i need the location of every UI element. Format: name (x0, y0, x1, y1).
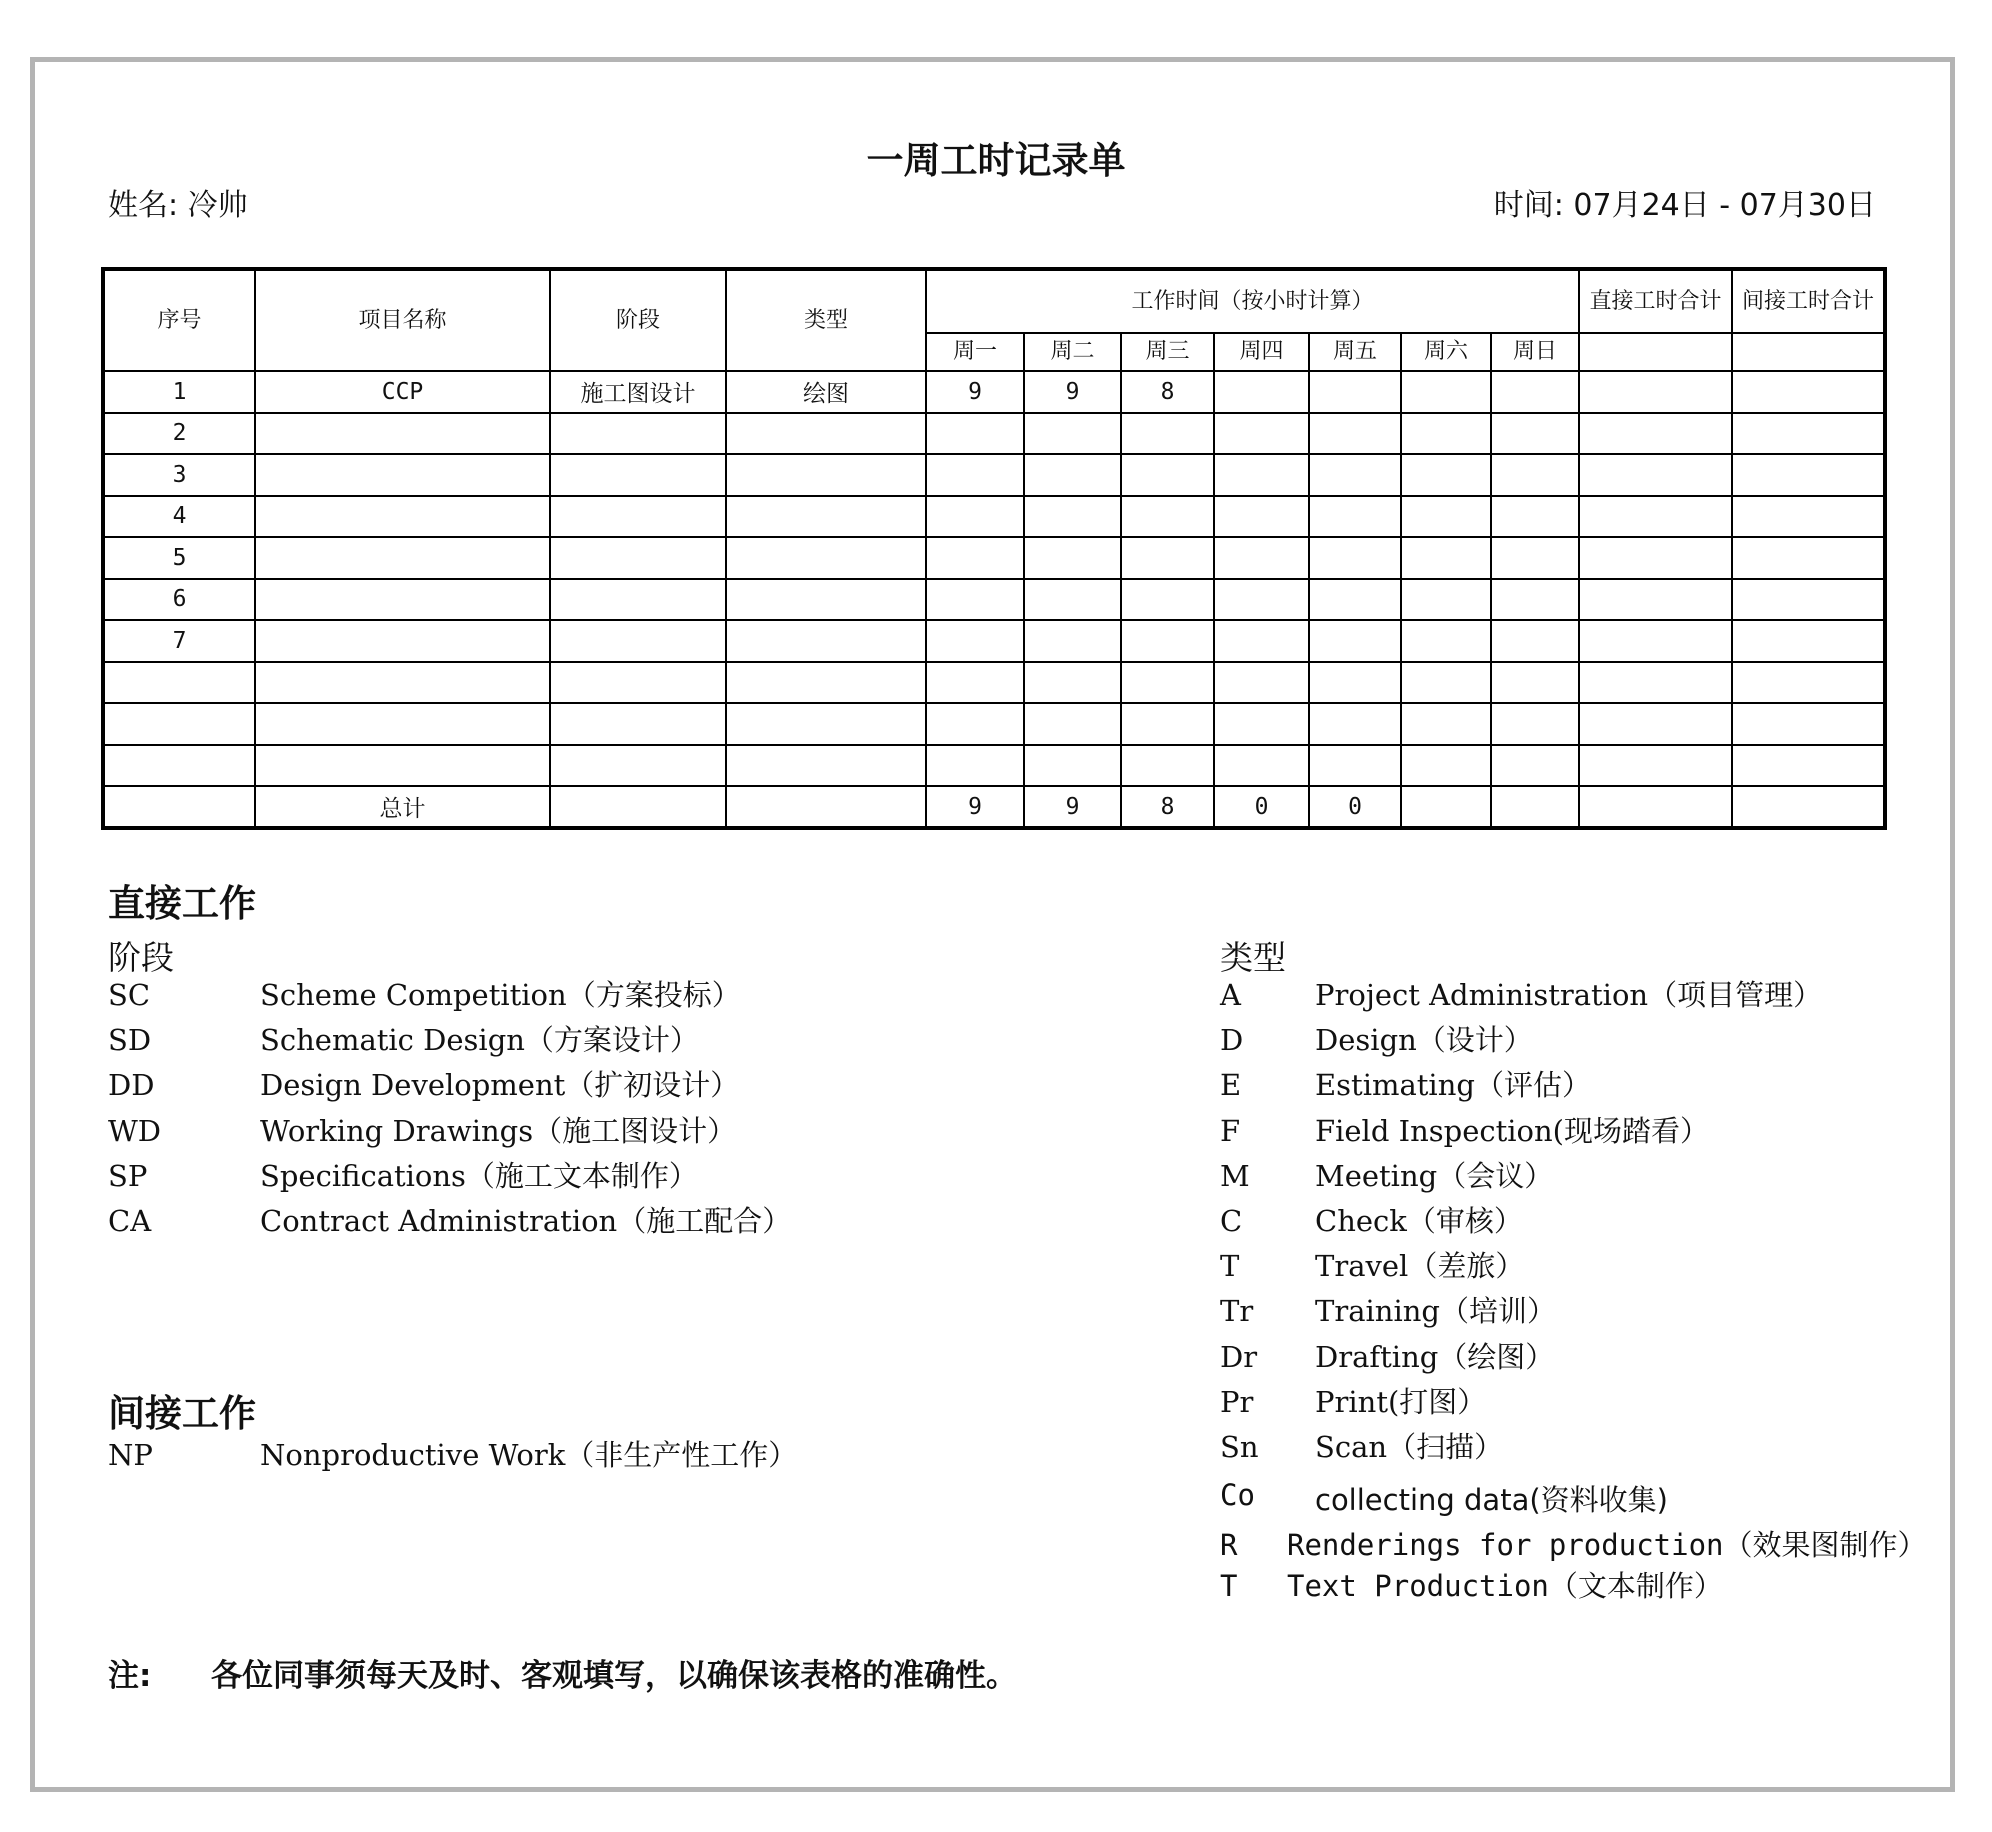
cell-stage (550, 745, 726, 787)
cell-day-hours (1491, 454, 1579, 496)
list-item (1220, 1018, 1940, 1063)
header-day: 周三 (1121, 333, 1214, 371)
indirect-work-heading: 间接工作 (108, 1392, 256, 1435)
header-day: 周五 (1309, 333, 1401, 371)
cell-type (726, 537, 926, 579)
cell-direct-total (1579, 786, 1732, 828)
cell-indirect-total (1732, 496, 1885, 538)
cell-day-hours (1401, 496, 1491, 538)
note-text: 各位同事须每天及时、客观填写，以确保该表格的准确性。 (211, 1658, 1017, 1694)
cell-day-hours (926, 579, 1024, 621)
type-code: E (1220, 1068, 1242, 1103)
stage-heading: 阶段 (108, 938, 174, 977)
cell-day-hours (1401, 662, 1491, 704)
cell-day-hours (1401, 703, 1491, 745)
stage-code: SP (108, 1158, 148, 1193)
cell-day-hours (1214, 745, 1309, 787)
cell-stage (550, 662, 726, 704)
type-code: T (1220, 1569, 1238, 1603)
type-desc: Design（设计） (1315, 1023, 1533, 1058)
list-item (1220, 1335, 1940, 1380)
cell-day-hours (1121, 620, 1214, 662)
type-code: D (1220, 1023, 1244, 1058)
table-row (103, 620, 1885, 662)
cell-direct-total (1579, 371, 1732, 413)
type-desc: Project Administration（项目管理） (1315, 978, 1823, 1012)
header-type: 类型 (726, 269, 926, 371)
cell-day-hours (1309, 496, 1401, 538)
type-desc: Check（审核） (1315, 1203, 1523, 1238)
cell-indirect-total (1732, 620, 1885, 662)
cell-type (726, 620, 926, 662)
cell-day-hours: 8 (1121, 786, 1214, 828)
cell-day-hours (926, 620, 1024, 662)
table-row (103, 662, 1885, 704)
cell-day-hours (926, 496, 1024, 538)
list-item (108, 1018, 1008, 1063)
table-row (103, 703, 1885, 745)
page-title: 一周工时记录单 (866, 139, 1126, 182)
stage-desc: Contract Administration（施工配合） (260, 1203, 792, 1238)
cell-day-hours: 9 (1024, 371, 1121, 413)
type-code: M (1220, 1158, 1250, 1193)
total-row (103, 786, 1885, 828)
list-item (1220, 1199, 1940, 1244)
cell-indirect-total (1732, 745, 1885, 787)
cell-day-hours: 8 (1121, 371, 1214, 413)
cell-direct-total (1579, 413, 1732, 455)
cell-day-hours (1309, 413, 1401, 455)
cell-day-hours (1401, 620, 1491, 662)
list-item (1220, 1525, 1960, 1566)
cell-day-hours (1309, 620, 1401, 662)
cell-day-hours (1024, 620, 1121, 662)
cell-day-hours (1024, 496, 1121, 538)
cell-project (255, 745, 550, 787)
cell-day-hours (1491, 703, 1579, 745)
header-day: 周六 (1401, 333, 1491, 371)
table-row (103, 745, 1885, 787)
cell-type (726, 413, 926, 455)
cell-day-hours (1024, 745, 1121, 787)
list-item (108, 973, 1008, 1018)
cell-day-hours (1401, 579, 1491, 621)
cell-day-hours (1491, 371, 1579, 413)
type-desc: Renderings for production（效果图制作） (1287, 1528, 1927, 1562)
cell-seq: 5 (103, 537, 255, 579)
list-item (1220, 1289, 1940, 1334)
type-code: A (1220, 978, 1241, 1012)
cell-day-hours (1214, 620, 1309, 662)
cell-day-hours (926, 662, 1024, 704)
cell-day-hours (1309, 454, 1401, 496)
list-item (1220, 1063, 1940, 1108)
stage-desc: Schematic Design（方案设计） (260, 1023, 699, 1058)
type-desc: Travel（差旅） (1315, 1249, 1525, 1284)
cell-day-hours (1491, 745, 1579, 787)
cell-type (726, 496, 926, 538)
cell-day-hours (1121, 745, 1214, 787)
cell-day-hours (1024, 703, 1121, 745)
cell-day-hours (926, 454, 1024, 496)
type-code: C (1220, 1203, 1243, 1238)
list-item (108, 1433, 1008, 1478)
stage-desc: Scheme Competition（方案投标） (260, 978, 741, 1012)
cell-direct-total (1579, 620, 1732, 662)
stage-code: SD (108, 1023, 152, 1058)
cell-seq (103, 786, 255, 828)
cell-day-hours (1121, 454, 1214, 496)
cell-direct-total (1579, 537, 1732, 579)
cell-day-hours (1309, 703, 1401, 745)
type-code: Pr (1220, 1384, 1254, 1419)
cell-day-hours (1024, 537, 1121, 579)
cell-day-hours (1121, 579, 1214, 621)
cell-day-hours (1401, 745, 1491, 787)
cell-indirect-total (1732, 454, 1885, 496)
employee-name: 姓名: 冷帅 (108, 188, 248, 223)
cell-stage (550, 413, 726, 455)
list-item (1220, 1380, 1940, 1425)
list-item (108, 1109, 1008, 1154)
table-row (103, 537, 1885, 579)
cell-project (255, 662, 550, 704)
cell-day-hours (1491, 620, 1579, 662)
cell-day-hours (1024, 579, 1121, 621)
type-code: F (1220, 1113, 1241, 1148)
cell-seq (103, 703, 255, 745)
cell-indirect-total (1732, 786, 1885, 828)
cell-day-hours (1214, 413, 1309, 455)
cell-day-hours (926, 413, 1024, 455)
cell-direct-total (1579, 703, 1732, 745)
header-work-time: 工作时间（按小时计算） (926, 269, 1579, 333)
footer-note (108, 1650, 1017, 1695)
table-row (103, 496, 1885, 538)
cell-stage (550, 620, 726, 662)
stage-code: SC (108, 978, 151, 1012)
cell-day-hours (926, 703, 1024, 745)
list-item (1220, 1566, 1960, 1607)
cell-project (255, 413, 550, 455)
timesheet-body (103, 371, 1885, 828)
cell-day-hours (1214, 454, 1309, 496)
cell-indirect-total (1732, 371, 1885, 413)
header-indirect-total: 间接工时合计 (1732, 269, 1885, 333)
stage-desc: Working Drawings（施工图设计） (260, 1113, 737, 1148)
cell-direct-total (1579, 496, 1732, 538)
type-desc: Text Production（文本制作） (1287, 1569, 1723, 1603)
cell-day-hours: 0 (1309, 786, 1401, 828)
header-seq: 序号 (103, 269, 255, 371)
cell-day-hours (1401, 786, 1491, 828)
cell-day-hours: 9 (926, 371, 1024, 413)
cell-day-hours (1309, 745, 1401, 787)
list-item (1220, 1244, 1940, 1289)
type-desc: Meeting（会议） (1315, 1158, 1554, 1193)
cell-indirect-total (1732, 537, 1885, 579)
cell-day-hours: 9 (1024, 786, 1121, 828)
list-item (1220, 1154, 1940, 1199)
stage-code: CA (108, 1203, 152, 1238)
table-row (103, 579, 1885, 621)
cell-day-hours (1401, 413, 1491, 455)
cell-day-hours (1024, 413, 1121, 455)
cell-stage (550, 579, 726, 621)
header-day: 周日 (1491, 333, 1579, 371)
cell-day-hours (1024, 454, 1121, 496)
cell-day-hours (1491, 579, 1579, 621)
list-item (1220, 1109, 1940, 1154)
type-code-list (1220, 973, 1940, 1470)
cell-day-hours (1491, 413, 1579, 455)
type-desc: Print(打图） (1315, 1384, 1487, 1419)
timesheet-table (101, 267, 1887, 830)
cell-day-hours (1024, 662, 1121, 704)
date-range: 时间: 07月24日 - 07月30日 (1493, 188, 1876, 223)
stage-desc: Specifications（施工文本制作） (260, 1158, 698, 1193)
cell-project: CCP (255, 371, 550, 413)
header-project: 项目名称 (255, 269, 550, 371)
type-heading: 类型 (1220, 938, 1286, 977)
direct-work-heading: 直接工作 (108, 882, 256, 925)
cell-day-hours (1121, 537, 1214, 579)
cell-seq: 6 (103, 579, 255, 621)
cell-type (726, 579, 926, 621)
stage-code: DD (108, 1068, 155, 1103)
cell-day-hours: 9 (926, 786, 1024, 828)
cell-day-hours (1309, 662, 1401, 704)
cell-type: 绘图 (726, 371, 926, 413)
type-desc: Drafting（绘图） (1315, 1339, 1555, 1374)
list-item (1220, 1425, 1940, 1470)
cell-direct-total (1579, 662, 1732, 704)
table-row (103, 454, 1885, 496)
list-item (108, 1154, 1008, 1199)
cell-day-hours (1214, 371, 1309, 413)
cell-indirect-total (1732, 413, 1885, 455)
cell-project (255, 537, 550, 579)
type-code: T (1220, 1249, 1240, 1284)
cell-project (255, 496, 550, 538)
cell-project (255, 579, 550, 621)
cell-seq: 1 (103, 371, 255, 413)
note-label: 注: (108, 1658, 152, 1694)
cell-day-hours (1401, 371, 1491, 413)
table-row (103, 413, 1885, 455)
cell-day-hours (1491, 662, 1579, 704)
cell-day-hours (926, 537, 1024, 579)
type-code: Dr (1220, 1339, 1258, 1374)
cell-day-hours (1401, 537, 1491, 579)
header-direct-total: 直接工时合计 (1579, 269, 1732, 333)
type-code: Tr (1220, 1294, 1254, 1329)
cell-day-hours (1309, 537, 1401, 579)
cell-day-hours (1214, 662, 1309, 704)
header-day: 周二 (1024, 333, 1121, 371)
cell-day-hours (1121, 703, 1214, 745)
cell-day-hours (1309, 371, 1401, 413)
cell-stage (550, 703, 726, 745)
header-indirect-blank (1732, 333, 1885, 371)
indirect-code: NP (108, 1438, 153, 1472)
header-stage: 阶段 (550, 269, 726, 371)
cell-day-hours (926, 745, 1024, 787)
cell-seq: 2 (103, 413, 255, 455)
type-code: Co (1220, 1478, 1255, 1512)
cell-stage (550, 786, 726, 828)
cell-day-hours (1121, 662, 1214, 704)
list-item (1220, 973, 1940, 1018)
type-desc: Scan（扫描） (1315, 1429, 1504, 1464)
cell-day-hours (1491, 786, 1579, 828)
cell-day-hours (1214, 537, 1309, 579)
cell-project (255, 454, 550, 496)
type-desc: Training（培训） (1315, 1294, 1556, 1329)
cell-day-hours (1491, 496, 1579, 538)
type-code: R (1220, 1528, 1238, 1562)
cell-project: 总计 (255, 786, 550, 828)
type-desc: Field Inspection(现场踏看） (1315, 1113, 1709, 1148)
cell-indirect-total (1732, 579, 1885, 621)
cell-day-hours (1214, 496, 1309, 538)
cell-indirect-total (1732, 703, 1885, 745)
cell-indirect-total (1732, 662, 1885, 704)
cell-day-hours (1214, 579, 1309, 621)
cell-direct-total (1579, 454, 1732, 496)
type-desc: collecting data(资料收集) (1315, 1483, 1668, 1517)
cell-day-hours (1309, 579, 1401, 621)
cell-project (255, 620, 550, 662)
cell-day-hours: 0 (1214, 786, 1309, 828)
cell-stage: 施工图设计 (550, 371, 726, 413)
cell-seq: 7 (103, 620, 255, 662)
cell-seq (103, 745, 255, 787)
header-direct-blank (1579, 333, 1732, 371)
cell-day-hours (1121, 496, 1214, 538)
cell-type (726, 703, 926, 745)
type-desc: Estimating（评估） (1315, 1068, 1591, 1103)
cell-direct-total (1579, 745, 1732, 787)
cell-day-hours (1491, 537, 1579, 579)
cell-type (726, 786, 926, 828)
cell-day-hours (1121, 413, 1214, 455)
cell-type (726, 454, 926, 496)
type-mono-list (1220, 1525, 1960, 1607)
header-day: 周一 (926, 333, 1024, 371)
stage-code: WD (108, 1113, 162, 1148)
cell-seq (103, 662, 255, 704)
indirect-code-list (108, 1433, 1008, 1478)
stage-code-list (108, 973, 1008, 1244)
cell-type (726, 662, 926, 704)
cell-direct-total (1579, 579, 1732, 621)
cell-seq: 4 (103, 496, 255, 538)
header-day: 周四 (1214, 333, 1309, 371)
cell-seq: 3 (103, 454, 255, 496)
cell-project (255, 703, 550, 745)
cell-stage (550, 537, 726, 579)
cell-stage (550, 496, 726, 538)
stage-desc: Design Development（扩初设计） (260, 1068, 740, 1103)
indirect-desc: Nonproductive Work（非生产性工作） (260, 1438, 798, 1472)
list-item (108, 1199, 1008, 1244)
table-row (103, 371, 1885, 413)
type-code: Sn (1220, 1429, 1259, 1464)
cell-type (726, 745, 926, 787)
list-item (108, 1063, 1008, 1108)
cell-day-hours (1214, 703, 1309, 745)
cell-day-hours (1401, 454, 1491, 496)
cell-stage (550, 454, 726, 496)
